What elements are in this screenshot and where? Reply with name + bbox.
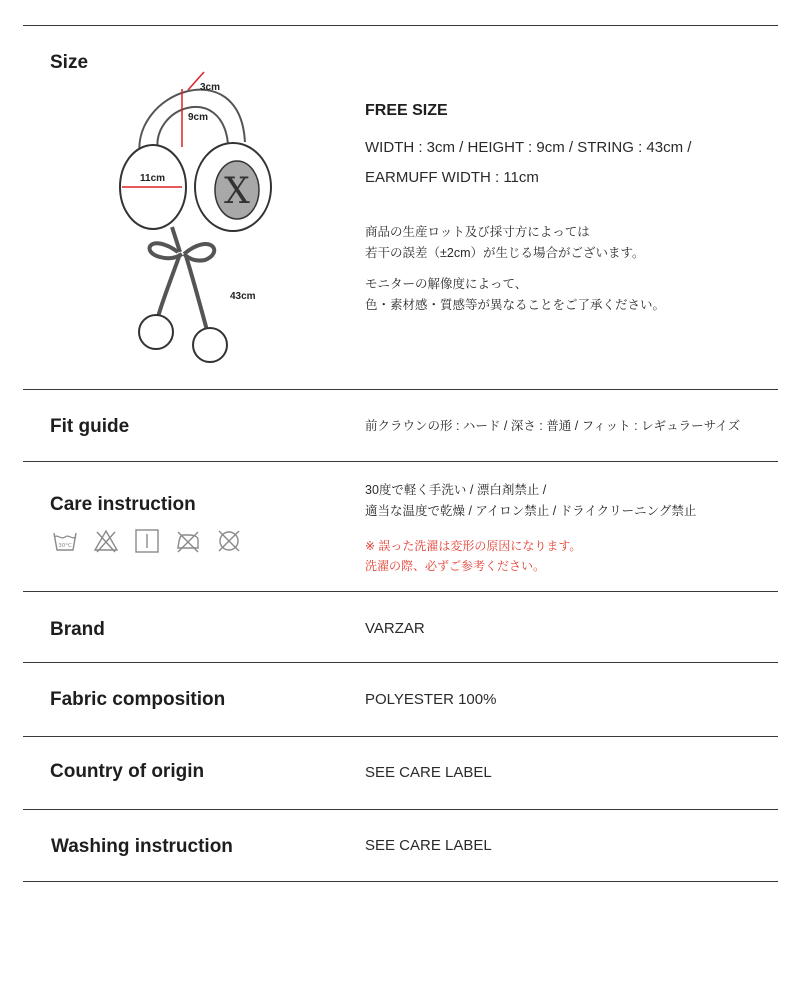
care-instruction-text [365, 480, 696, 522]
care-warning-line2: 洗濯の際、必ずご参考ください。 [365, 559, 546, 573]
divider-bottom [23, 881, 778, 882]
care-icons [52, 528, 242, 554]
brand-label: Brand [50, 619, 105, 640]
size-note-2-line1: モニターの解像度によって、 [365, 277, 528, 291]
earmuff-illustration [110, 62, 290, 367]
divider-after-size [23, 389, 778, 390]
care-instruction-label: Care instruction [50, 494, 196, 515]
height-dimension-label: 9cm [188, 112, 209, 123]
care-line2: 適当な温度で乾燥 / アイロン禁止 / ドライクリーニング禁止 [365, 504, 697, 518]
divider-after-brand [23, 662, 778, 663]
string-dimension-label: 43cm [230, 291, 256, 302]
divider-after-origin [23, 809, 778, 810]
no-iron-icon [175, 528, 201, 554]
washing-instruction-label: Washing instruction [51, 836, 233, 857]
hand-wash-30-icon [52, 528, 78, 554]
care-warning-line1: ※ 誤った洗濯は変形の原因になります。 [365, 539, 582, 553]
line-dry-icon [134, 528, 160, 554]
fit-guide-value: 前クラウンの形 : ハード / 深さ : 普通 / フィット : レギュラーサイズ [365, 419, 741, 433]
size-label: Size [50, 52, 89, 73]
size-note-2 [365, 274, 665, 316]
wash-temp-label: 30°C [58, 543, 72, 549]
logo-glyph: X [224, 171, 250, 212]
brand-value: VARZAR [365, 620, 425, 637]
size-note-1 [365, 222, 644, 264]
divider-top [23, 25, 778, 26]
earmuff-dimension-label: 11cm [140, 173, 166, 184]
care-line1: 30度で軽く手洗い / 漂白剤禁止 / [365, 483, 547, 497]
washing-instruction-value: SEE CARE LABEL [365, 837, 492, 854]
size-note-1-line1: 商品の生産ロット及び採寸方によっては [365, 225, 590, 239]
earmuff-size-diagram [110, 62, 290, 367]
divider-after-care [23, 591, 778, 592]
divider-after-fit [23, 461, 778, 462]
no-dry-clean-icon [216, 528, 242, 554]
country-of-origin-label: Country of origin [50, 761, 205, 782]
fabric-composition-label: Fabric composition [50, 689, 226, 710]
fabric-composition-value: POLYESTER 100% [365, 691, 497, 708]
size-dims-line1: WIDTH : 3cm / HEIGHT : 9cm / STRING : 43cm / [365, 139, 692, 156]
size-note-2-line2: 色・素材感・質感等が異なることをご了承ください。 [365, 298, 666, 312]
divider-after-fabric [23, 736, 778, 737]
care-warning [365, 536, 581, 576]
no-bleach-icon [93, 528, 119, 554]
country-of-origin-value: SEE CARE LABEL [365, 764, 492, 781]
size-title: FREE SIZE [365, 102, 448, 119]
width-dimension-label: 3cm [200, 82, 221, 93]
fit-guide-label: Fit guide [50, 416, 130, 437]
size-dims-line2: EARMUFF WIDTH : 11cm [365, 169, 539, 186]
size-note-1-line2: 若干の誤差（±2cm）が生じる場合がございます。 [365, 246, 645, 260]
